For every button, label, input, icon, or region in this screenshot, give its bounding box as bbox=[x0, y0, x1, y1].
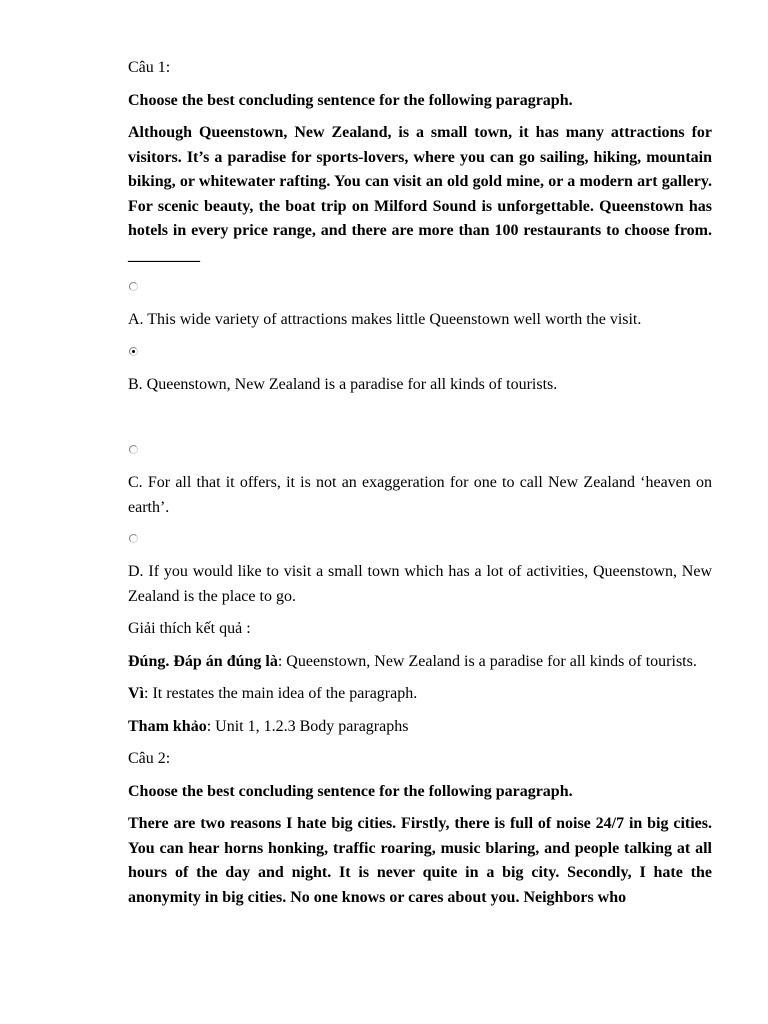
option-a-radio[interactable] bbox=[129, 282, 138, 291]
correct-answer-text: : Queenstown, New Zealand is a paradise for all kinds of tourists. bbox=[277, 652, 697, 670]
reference-text: : Unit 1, 1.2.3 Body paragraphs bbox=[206, 717, 409, 735]
document-page bbox=[128, 56, 712, 918]
option-d-radio[interactable] bbox=[129, 534, 138, 543]
option-spacer bbox=[128, 405, 712, 439]
option-d-radio-row bbox=[128, 528, 712, 552]
question-2-instruction: Choose the best concluding sentence for the following paragraph. bbox=[128, 782, 573, 800]
question-1-paragraph: Although Queenstown, New Zealand, is a small town, it has many attractions for visitors. It’s a paradise for sports-lovers, where you can go sailing, hiking, mountain biking, or whitewater rafting. You can visit an old gold mine, or a modern art gallery. For scenic beauty, the boat trip on Milford Sound is unforgettable. Queenstown has hotels in every price range, and there are more than 100 restaurants to choose from. _________ bbox=[128, 124, 712, 264]
option-b-radio-row bbox=[128, 341, 712, 365]
option-c-radio-row bbox=[128, 439, 712, 463]
option-c-radio[interactable] bbox=[129, 445, 138, 454]
reference-label: Tham khảo bbox=[128, 717, 207, 735]
option-d-text: D. If you would like to visit a small town which has a lot of activities, Queenstown, New Zealand is the place to go. bbox=[128, 563, 712, 605]
reason-label: Vì bbox=[128, 685, 144, 702]
question-2-title: Câu 2: bbox=[128, 750, 171, 767]
explanation-heading: Giải thích kết quả : bbox=[128, 620, 251, 637]
option-a-radio-row bbox=[128, 276, 712, 300]
reason-text: : It restates the main idea of the paragraph. bbox=[144, 685, 418, 702]
correct-answer-line bbox=[128, 650, 712, 675]
option-b-text: B. Queenstown, New Zealand is a paradise for all kinds of tourists. bbox=[128, 375, 558, 393]
option-b-radio[interactable] bbox=[129, 347, 138, 356]
question-2-paragraph: There are two reasons I hate big cities. Firstly, there is full of noise 24/7 in big cities. You can hear horns honking, traffic roaring, music blaring, and people talking at all hours of the day and night. It is never quite in a big city. Secondly, I hate the anonymity in big cities. No one knows or cares about you. Neighbors who bbox=[128, 815, 712, 906]
question-1-title: Câu 1: bbox=[128, 59, 171, 76]
option-a-text: A. This wide variety of attractions makes little Queenstown well worth the visit. bbox=[128, 311, 642, 328]
correct-answer-label: Đúng. Đáp án đúng là bbox=[128, 652, 278, 670]
option-c-text: C. For all that it offers, it is not an exaggeration for one to call New Zealand ‘heaven on earth’. bbox=[128, 474, 712, 516]
reference-line bbox=[128, 715, 712, 740]
reason-line bbox=[128, 682, 712, 707]
question-1-instruction: Choose the best concluding sentence for the following paragraph. bbox=[128, 91, 573, 109]
